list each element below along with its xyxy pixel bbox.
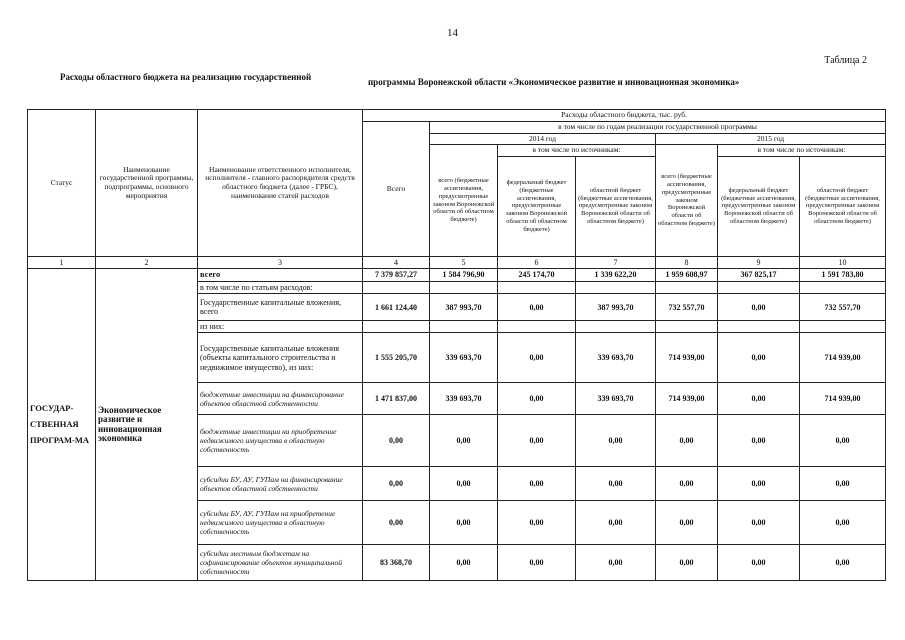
value-cell: 7 379 857,27 xyxy=(363,269,430,282)
value-cell: 83 368,70 xyxy=(363,545,430,581)
column-number: 9 xyxy=(718,256,800,268)
value-cell: 0,00 xyxy=(498,383,576,415)
value-cell: 0,00 xyxy=(363,415,430,467)
row-label: в том числе по статьям расходов: xyxy=(198,282,363,294)
value-cell xyxy=(656,321,718,333)
header-year-2014: 2014 год xyxy=(430,133,656,145)
table-row xyxy=(28,269,886,282)
value-cell: 1 555 205,70 xyxy=(363,333,430,383)
value-cell: 0,00 xyxy=(576,501,656,545)
value-cell: 0,00 xyxy=(718,545,800,581)
value-cell xyxy=(718,282,800,294)
column-number: 5 xyxy=(430,256,498,268)
value-cell: 0,00 xyxy=(363,501,430,545)
value-cell xyxy=(430,321,498,333)
row-label: всего xyxy=(198,269,363,282)
table-title-part2: программы Воронежской области «Экономическое развитие и инновационная экономика» xyxy=(368,77,740,87)
value-cell: 1 959 608,97 xyxy=(656,269,718,282)
header-year-2015: 2015 год xyxy=(656,133,886,145)
value-cell xyxy=(718,321,800,333)
value-cell xyxy=(498,321,576,333)
header-2014-federal: федеральный бюджет (бюджетные ассигнования, предусмотренные законом Воронежской области об областном бюджете) xyxy=(498,156,576,256)
value-cell: 339 693,70 xyxy=(430,383,498,415)
value-cell: 0,00 xyxy=(576,467,656,501)
value-cell: 0,00 xyxy=(718,294,800,321)
row-label: бюджетные инвестиции на приобретение недвижимого имущества в областную собственность xyxy=(198,415,363,467)
value-cell: 387 993,70 xyxy=(576,294,656,321)
header-2015-total: всего (бюджетные ассигнования, предусмотренные законом Воронежской области об областном бюджете) xyxy=(656,145,718,257)
value-cell: 0,00 xyxy=(430,467,498,501)
column-number: 3 xyxy=(198,256,363,268)
value-cell: 714 939,00 xyxy=(656,383,718,415)
header-program-name: Наименование государственной программы, подпрограммы, основного мероприятия xyxy=(96,110,198,257)
row-label: субсидии местным бюджетам на софинансирование объектов муниципальной собственности xyxy=(198,545,363,581)
value-cell: 1 661 124,40 xyxy=(363,294,430,321)
row-label: из них: xyxy=(198,321,363,333)
value-cell: 0,00 xyxy=(718,415,800,467)
value-cell: 0,00 xyxy=(498,467,576,501)
header-executor: Наименование ответственного исполнителя, исполнителя - главного распорядителя средств областного бюджета (далее - ГРБС), наименование статей расходов xyxy=(198,110,363,257)
value-cell: 0,00 xyxy=(430,415,498,467)
value-cell: 339 693,70 xyxy=(576,333,656,383)
value-cell: 0,00 xyxy=(800,415,886,467)
value-cell: 714 939,00 xyxy=(800,383,886,415)
value-cell: 0,00 xyxy=(718,501,800,545)
value-cell: 0,00 xyxy=(498,501,576,545)
value-cell xyxy=(363,321,430,333)
row-label: субсидии БУ, АУ, ГУПам на приобретение недвижимого имущества в областную собственность xyxy=(198,501,363,545)
row-label: бюджетные инвестиции на финансирование объектов областной собственности xyxy=(198,383,363,415)
value-cell: 0,00 xyxy=(800,501,886,545)
value-cell: 0,00 xyxy=(800,467,886,501)
row-label: Государственные капитальные вложения, всего xyxy=(198,294,363,321)
value-cell: 1 584 796,90 xyxy=(430,269,498,282)
value-cell: 0,00 xyxy=(576,415,656,467)
value-cell xyxy=(576,282,656,294)
value-cell xyxy=(498,282,576,294)
value-cell: 0,00 xyxy=(498,333,576,383)
column-number: 6 xyxy=(498,256,576,268)
value-cell: 0,00 xyxy=(656,415,718,467)
header-2015-regional: областной бюджет (бюджетные ассигнования, предусмотренные законом Воронежской области об областном бюджете) xyxy=(800,156,886,256)
header-total: Всего xyxy=(363,122,430,257)
value-cell xyxy=(800,321,886,333)
value-cell: 0,00 xyxy=(430,545,498,581)
column-numbers-row xyxy=(28,256,886,268)
value-cell: 0,00 xyxy=(718,467,800,501)
page-number: 14 xyxy=(447,27,458,39)
header-2014-sources: в том числе по источникам: xyxy=(498,145,656,157)
value-cell xyxy=(656,282,718,294)
value-cell: 0,00 xyxy=(498,294,576,321)
value-cell: 0,00 xyxy=(363,467,430,501)
column-number: 7 xyxy=(576,256,656,268)
value-cell xyxy=(576,321,656,333)
row-label: субсидии БУ, АУ, ГУПам на финансирование объектов областной собственности xyxy=(198,467,363,501)
column-number: 8 xyxy=(656,256,718,268)
header-2015-sources: в том числе по источникам: xyxy=(718,145,886,157)
value-cell: 0,00 xyxy=(656,467,718,501)
header-expenses: Расходы областного бюджета, тыс. руб. xyxy=(363,110,886,122)
header-2015-federal: федеральный бюджет (бюджетные ассигнования, предусмотренные законом Воронежской области об областном бюджете) xyxy=(718,156,800,256)
value-cell: 1 471 837,00 xyxy=(363,383,430,415)
value-cell: 1 591 783,80 xyxy=(800,269,886,282)
value-cell xyxy=(430,282,498,294)
value-cell: 0,00 xyxy=(656,501,718,545)
value-cell: 0,00 xyxy=(718,333,800,383)
budget-table xyxy=(27,109,886,581)
value-cell: 0,00 xyxy=(718,383,800,415)
value-cell: 367 825,17 xyxy=(718,269,800,282)
header-2014-regional: областной бюджет (бюджетные ассигнования, предусмотренные законом Воронежской области об областном бюджете) xyxy=(576,156,656,256)
value-cell: 387 993,70 xyxy=(430,294,498,321)
value-cell: 245 174,70 xyxy=(498,269,576,282)
value-cell: 339 693,70 xyxy=(430,333,498,383)
value-cell: 1 339 622,20 xyxy=(576,269,656,282)
value-cell: 714 939,00 xyxy=(656,333,718,383)
header-status: Статус xyxy=(28,110,96,257)
value-cell: 0,00 xyxy=(656,545,718,581)
column-number: 4 xyxy=(363,256,430,268)
status-cell: ГОСУДАР-СТВЕННАЯ ПРОГРАМ-МА xyxy=(28,269,96,581)
value-cell: 0,00 xyxy=(498,545,576,581)
value-cell xyxy=(363,282,430,294)
row-label: Государственные капитальные вложения (объекты капитального строительства и недвижимое имущество), из них: xyxy=(198,333,363,383)
program-name-cell: Экономическое развитие и инновационная экономика xyxy=(96,269,198,581)
header-2014-total: всего (бюджетные ассигнования, предусмотренные законом Воронежской области об областном бюджете) xyxy=(430,145,498,257)
column-number: 10 xyxy=(800,256,886,268)
value-cell: 714 939,00 xyxy=(800,333,886,383)
column-number: 2 xyxy=(96,256,198,268)
value-cell: 732 557,70 xyxy=(800,294,886,321)
table-title-part1: Расходы областного бюджета на реализацию государственной xyxy=(60,72,312,82)
table-label: Таблица 2 xyxy=(824,55,867,66)
column-number: 1 xyxy=(28,256,96,268)
value-cell: 339 693,70 xyxy=(576,383,656,415)
value-cell: 0,00 xyxy=(430,501,498,545)
value-cell: 0,00 xyxy=(576,545,656,581)
value-cell: 0,00 xyxy=(800,545,886,581)
value-cell xyxy=(800,282,886,294)
header-by-years: в том числе по годам реализации государственной программы xyxy=(430,122,886,134)
value-cell: 0,00 xyxy=(498,415,576,467)
value-cell: 732 557,70 xyxy=(656,294,718,321)
